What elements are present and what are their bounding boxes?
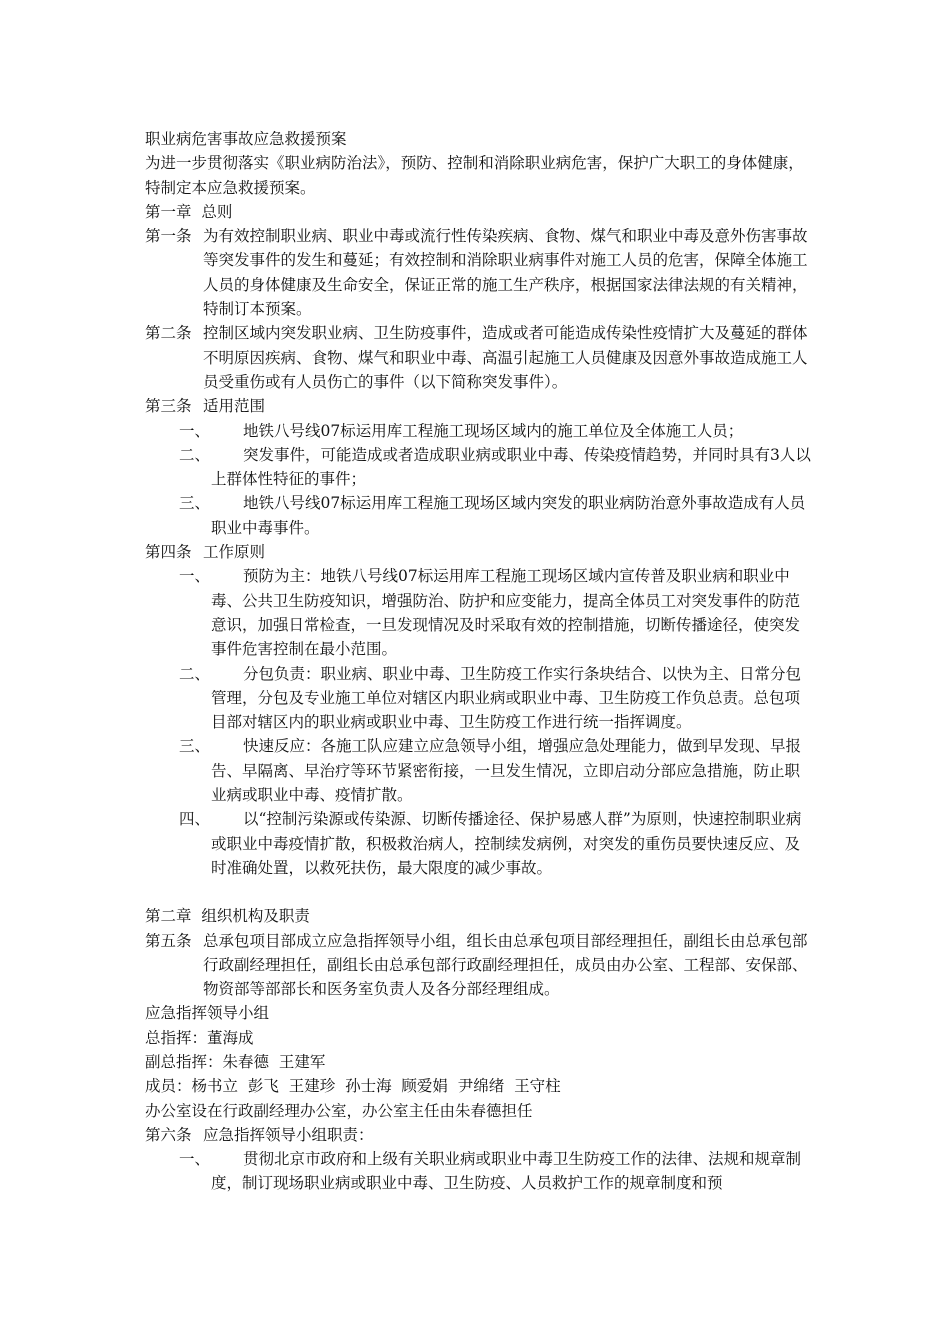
paragraph-gap — [145, 880, 813, 904]
document-title: 职业病危害事故应急救援预案 — [145, 130, 347, 148]
article-3-item-3 — [145, 491, 813, 540]
article-3-item-1 — [145, 419, 813, 443]
article-6-item-1 — [145, 1147, 813, 1196]
article-3-item-2 — [145, 443, 813, 492]
article-4-item-2 — [145, 662, 813, 735]
chapter-1-heading: 第一章 总则 — [145, 202, 233, 221]
item-number: 四、 — [179, 810, 211, 829]
article-6 — [145, 1123, 813, 1147]
item-text: 分包负责：职业病、职业中毒、卫生防疫工作实行条块结合、以快为主、日常分包管理，分包及专业施工单位对辖区内职业病或职业中毒、卫生防疫工作负总责。总包项目部对辖区内的职业病或职业中毒、卫生防疫工作进行统一指挥调度。 — [211, 664, 802, 732]
article-text: 工作原则 — [203, 543, 266, 562]
document-body — [145, 127, 813, 1196]
article-4-item-4 — [145, 807, 813, 880]
article-text: 适用范围 — [203, 397, 266, 416]
item-number: 一、 — [179, 1150, 211, 1169]
article-text: 总承包项目部成立应急指挥领导小组，组长由总承包项目部经理担任，副组长由总承包部行政副经理担任，副组长由总承包部行政副经理担任，成员由办公室、工程部、安保部、物资部等部部长和医务室负责人及各分部经理组成。 — [203, 931, 808, 999]
item-number: 一、 — [179, 567, 211, 586]
item-text: 预防为主：地铁八号线07标运用库工程施工现场区域内宣传普及职业病和职业中毒、公共卫生防疫知识，增强防治、防护和应变能力，提高全体员工对突发事件的防范意识，加强日常检查，一旦发现情况及时采取有效的控制措施，切断传播途径，使突发事件危害控制在最小范围。 — [211, 567, 801, 659]
article-1 — [145, 224, 813, 321]
item-number: 三、 — [179, 494, 211, 513]
article-text: 控制区域内突发职业病、卫生防疫事件，造成或者可能造成传染性疫情扩大及蔓延的群体不明原因疾病、食物、煤气和职业中毒、高温引起施工人员健康及因意外事故造成施工人员受重伤或有人员伤亡的事件（以下简称突发事件）。 — [203, 324, 808, 391]
group-heading: 应急指挥领导小组 — [145, 1004, 270, 1023]
article-5 — [145, 929, 813, 1002]
item-text: 地铁八号线07标运用库工程施工现场区域内的施工单位及全体施工人员； — [243, 421, 744, 440]
article-text: 为有效控制职业病、职业中毒或流行性传染疾病、食物、煤气和职业中毒及意外伤害事故等突发事件的发生和蔓延；有效控制和消除职业病事件对施工人员的危害，保障全体施工人员的身体健康及生命安全，保证正常的施工生产秩序，根据国家法律法规的有关精神，特制订本预案。 — [203, 227, 808, 319]
article-label: 第六条 — [145, 1125, 192, 1144]
article-text: 应急指挥领导小组职责： — [203, 1125, 374, 1144]
article-label: 第四条 — [145, 543, 192, 562]
article-4-item-1 — [145, 564, 813, 661]
office-line: 办公室设在行政副经理办公室，办公室主任由朱春德担任 — [145, 1101, 533, 1120]
chapter-2-heading: 第二章 组织机构及职责 — [145, 907, 310, 926]
article-label: 第一条 — [145, 227, 192, 246]
article-label: 第二条 — [145, 324, 192, 343]
item-number: 二、 — [179, 664, 211, 683]
intro-paragraph: 为进一步贯彻落实《职业病防治法》，预防、控制和消除职业病危害，保护广大职工的身体健康，特制定本应急救援预案。 — [145, 154, 804, 197]
item-text: 以“控制污染源或传染源、切断传播途径、保护易感人群”为原则，快速控制职业病或职业中毒疫情扩散，积极救治病人，控制续发病例，对突发的重伤员要快速反应、及时准确处置，以救死扶伤，最大限度的减少事故。 — [211, 810, 802, 877]
item-number: 三、 — [179, 737, 211, 756]
item-number: 一、 — [179, 421, 211, 440]
article-4-item-3 — [145, 734, 813, 807]
article-label: 第五条 — [145, 931, 192, 950]
item-text: 地铁八号线07标运用库工程施工现场区域内突发的职业病防治意外事故造成有人员职业中毒事件。 — [211, 494, 806, 537]
chief-commander: 总指挥：董海成 — [145, 1028, 254, 1047]
article-2 — [145, 321, 813, 394]
article-label: 第三条 — [145, 397, 192, 416]
item-text: 突发事件，可能造成或者造成职业病或职业中毒、传染疫情趋势，并同时具有3人以上群体性特征的事件； — [211, 445, 811, 489]
item-number: 二、 — [179, 445, 211, 464]
item-text: 快速反应：各施工队应建立应急领导小组，增强应急处理能力，做到早发现、早报告、早隔离、早治疗等环节紧密衔接，一旦发生情况，立即启动分部应急措施，防止职业病或职业中毒、疫情扩散。 — [211, 737, 802, 805]
deputy-commander: 副总指挥：朱春德 王建军 — [145, 1052, 326, 1071]
article-4 — [145, 540, 813, 564]
article-3 — [145, 394, 813, 418]
item-text: 贯彻北京市政府和上级有关职业病或职业中毒卫生防疫工作的法律、法规和规章制度，制订现场职业病或职业中毒、卫生防疫、人员救护工作的规章制度和预 — [211, 1150, 802, 1193]
members-line: 成员：杨书立 彭飞 王建珍 孙士海 顾爱娟 尹绵绪 王守柱 — [145, 1077, 561, 1096]
